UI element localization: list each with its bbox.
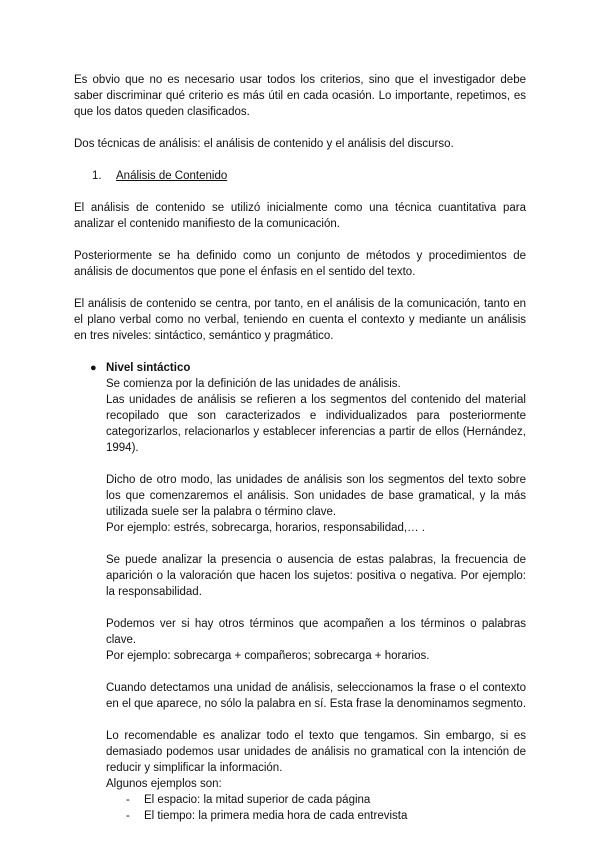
section-title: Análisis de Contenido <box>116 170 228 182</box>
bullet-paragraph: Lo recomendable es analizar todo el texto que tengamos. Sin embargo, si es demasiado podemos usar unidades de análisis no gramatical con la intención de reducir y simplificar la información. <box>106 730 526 774</box>
dash-icon: - <box>126 794 130 806</box>
list-item <box>106 792 526 808</box>
bullet-paragraph: Por ejemplo: sobrecarga + compañeros; sobrecarga + horarios. <box>106 650 430 662</box>
bullet-paragraph: Cuando detectamos una unidad de análisis, seleccionamos la frase o el contexto en el que aparece, no sólo la palabra en sí. Esta frase la denominamos segmento. <box>106 682 527 710</box>
bullet-paragraph: Se comienza por la definición de las unidades de análisis. <box>106 378 401 390</box>
bullet-dot-icon: ● <box>90 362 97 374</box>
bullet-paragraph: Dicho de otro modo, las unidades de análisis son los segmentos del texto sobre los que comenzaremos el análisis. Son unidades de base gramatical, y la más utilizada suele ser la palabra o término clave. <box>106 474 526 518</box>
paragraph-definicion: El análisis de contenido se utilizó inicialmente como una técnica cuantitativa para analizar el contenido manifiesto de la comunicación. <box>74 202 526 230</box>
list-item <box>106 808 526 824</box>
paragraph-dos-tecnicas: Dos técnicas de análisis: el análisis de contenido y el análisis del discurso. <box>74 138 454 150</box>
paragraph-criterios: Es obvio que no es necesario usar todos los criterios, sino que el investigador debe saber discriminar qué criterio es más útil en cada ocasión. Lo importante, repetimos, es que los datos queden clasificados. <box>74 74 526 118</box>
bullet-paragraph: Por ejemplo: estrés, sobrecarga, horarios, responsabilidad,… . <box>106 522 425 534</box>
bullet-paragraph: Podemos ver si hay otros términos que acompañen a los términos o palabras clave. <box>106 618 526 646</box>
bullet-paragraph: Se puede analizar la presencia o ausencia de estas palabras, la frecuencia de aparición o la valoración que hacen los sujetos: positiva o negativa. Por ejemplo: la responsabilidad. <box>106 554 526 598</box>
bullet-title: Nivel sintáctico <box>106 362 191 374</box>
bullet-nivel-sintactico <box>74 360 526 824</box>
section-heading <box>74 168 526 184</box>
list-item-text: El espacio: la mitad superior de cada página <box>144 794 371 806</box>
paragraph-niveles: El análisis de contenido se centra, por tanto, en el análisis de la comunicación, tanto en el plano verbal como no verbal, teniendo en cuenta el contexto y mediante un análisis en tres niveles: sintáctico, semántico y pragmático. <box>74 298 526 342</box>
bullet-paragraph: Las unidades de análisis se refieren a los segmentos del contenido del material recopilado que son caracterizados e individualizados para posteriormente categorizarlos, relacionarlos y establecer inferencias a partir de ellos (Hernández, 1994). <box>106 394 526 454</box>
paragraph-posteriormente: Posteriormente se ha definido como un conjunto de métodos y procedimientos de análisis de documentos que pone el énfasis en el sentido del texto. <box>74 250 526 278</box>
dash-icon: - <box>126 810 130 822</box>
section-number: 1. <box>92 170 102 182</box>
list-item-text: El tiempo: la primera media hora de cada entrevista <box>144 810 408 822</box>
bullet-paragraph: Algunos ejemplos son: <box>106 778 222 790</box>
examples-list <box>106 792 526 824</box>
